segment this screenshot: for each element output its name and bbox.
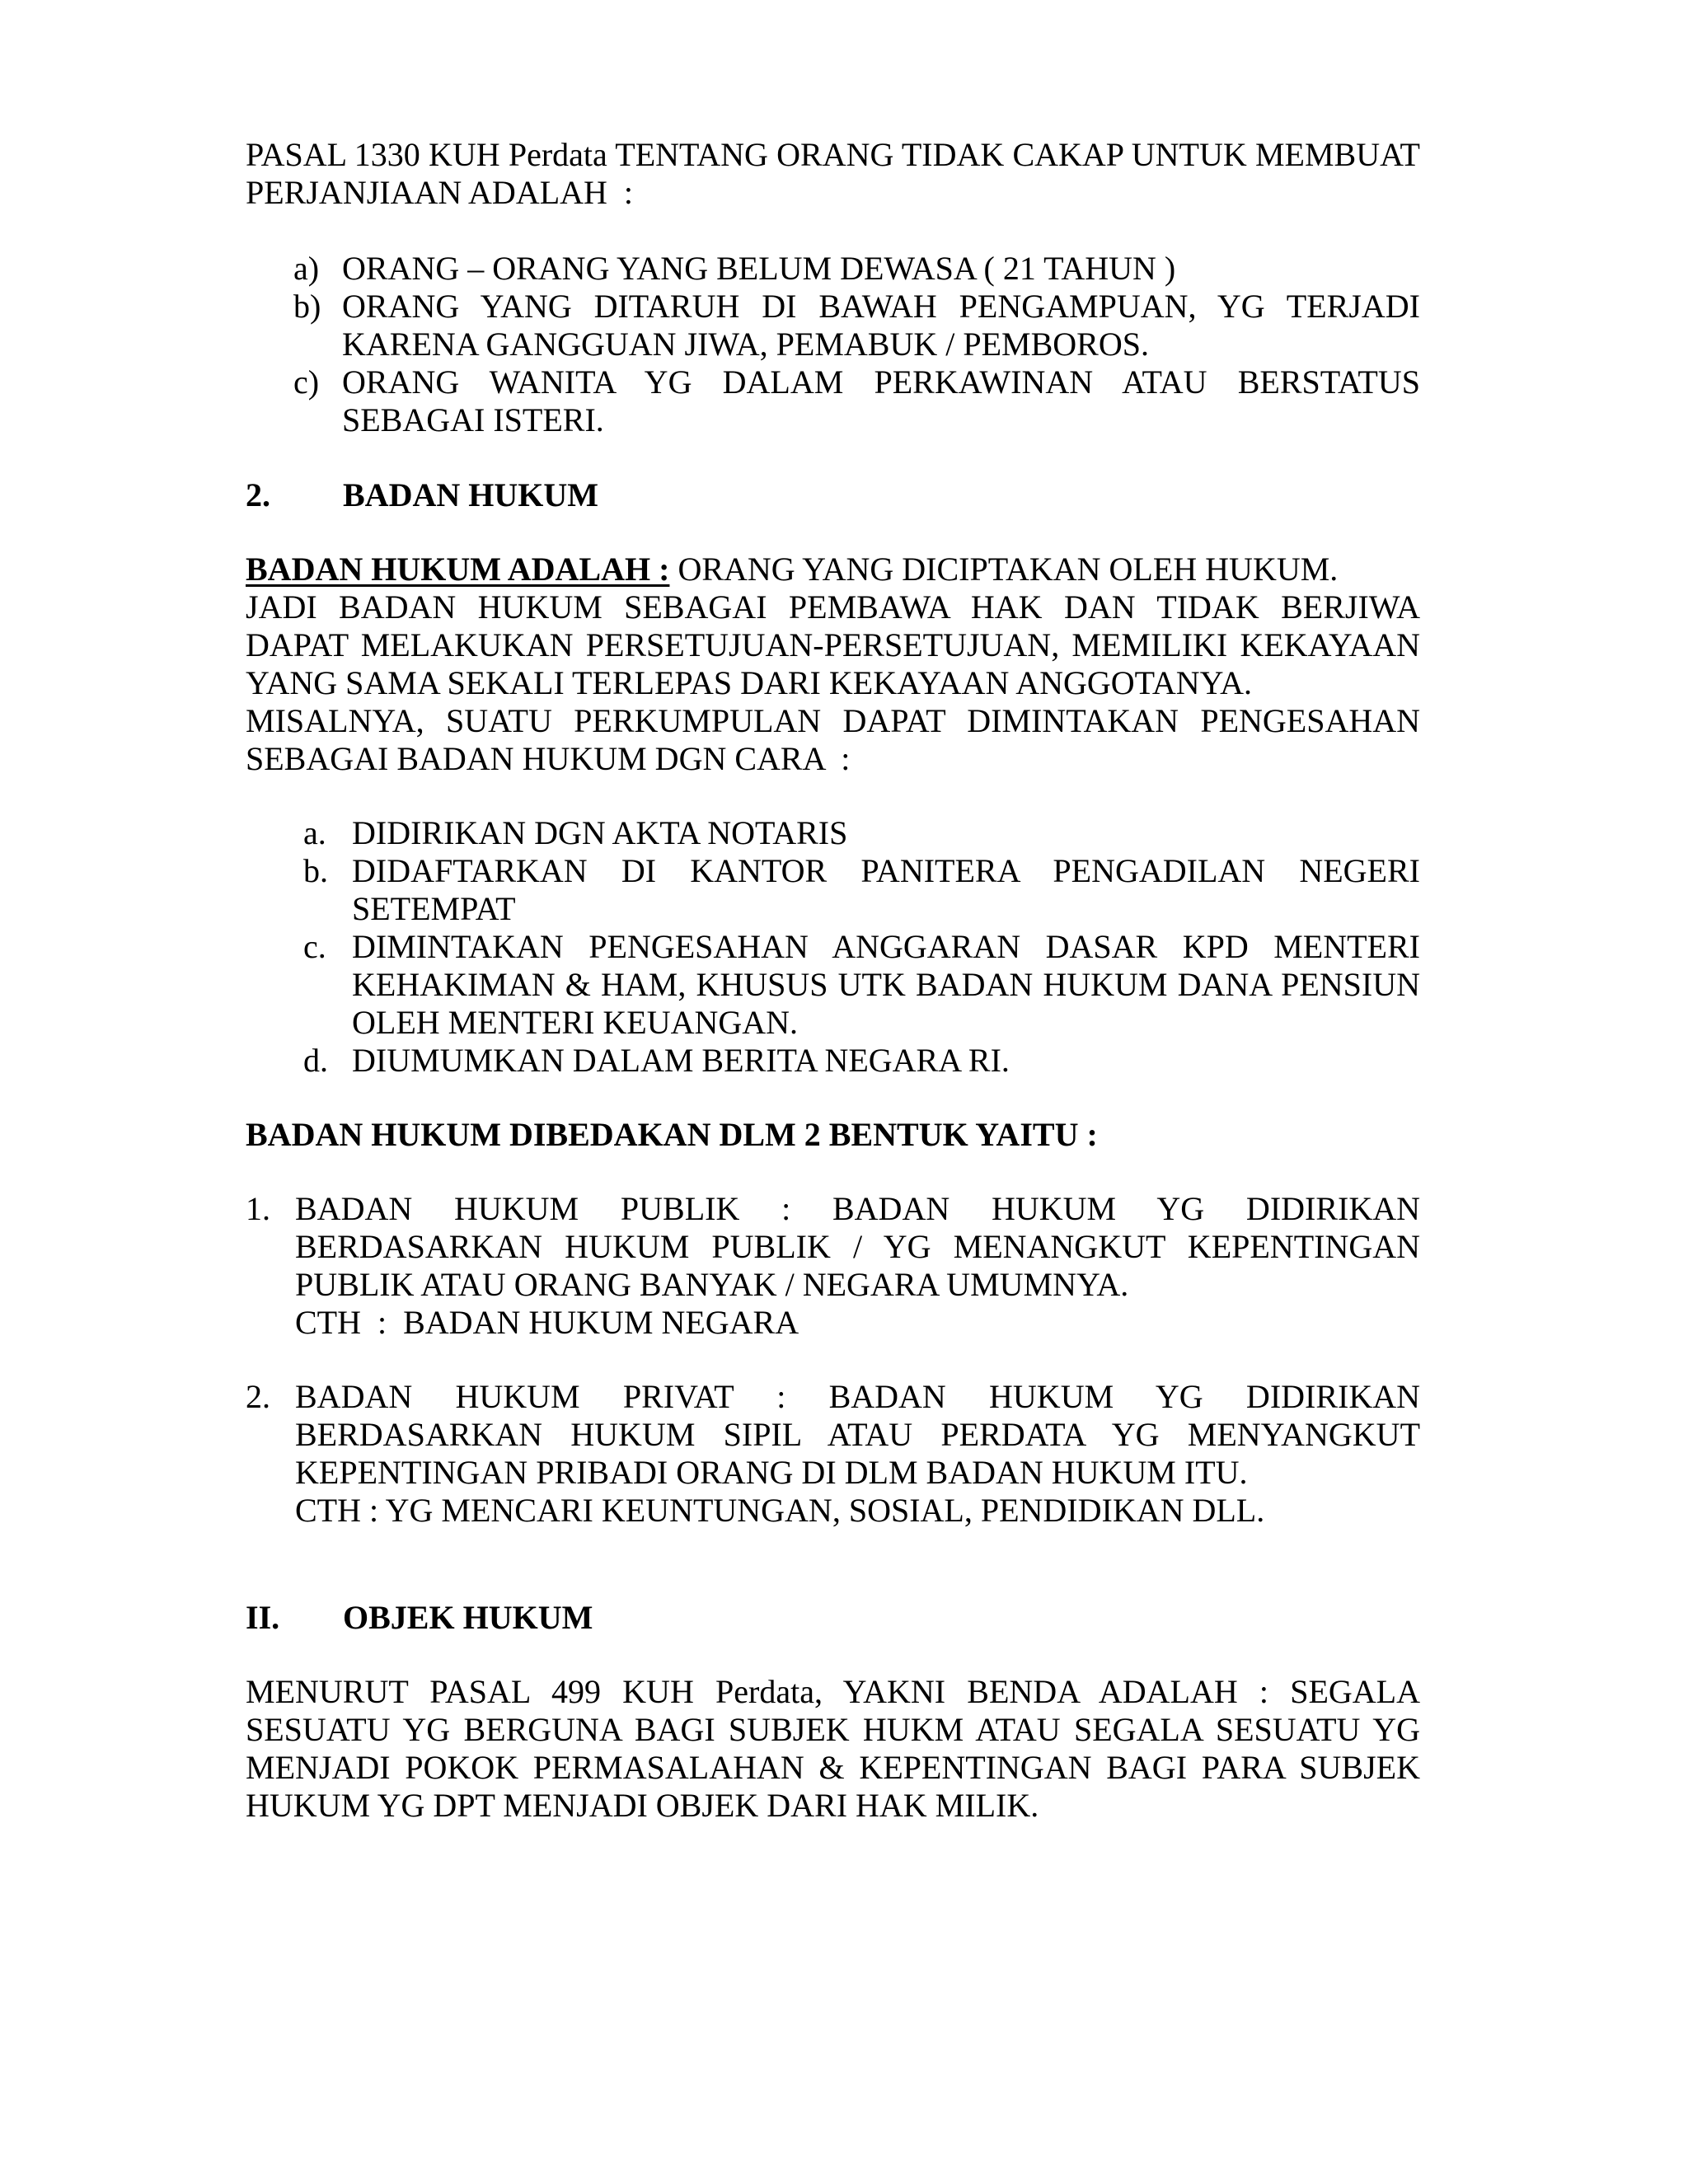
intro-line-2: PERJANJIAAN ADALAH : [246,174,634,211]
form-example: CTH : YG MENCARI KEUNTUNGAN, SOSIAL, PENDIDIKAN DLL. [295,1492,1265,1529]
definition-line: JADI BADAN HUKUM SEBAGAI PEMBAWA HAK DAN TIDAK BERJIWA [246,588,1420,626]
definition-text: ORANG YANG DICIPTAKAN OLEH HUKUM. [669,551,1339,588]
list-item-continued: SETEMPAT [352,890,516,927]
list-marker: b) [293,288,321,325]
list-marker: c) [293,363,320,401]
list-item: DIDAFTARKAN DI KANTOR PANITERA PENGADILAN NEGERI [352,852,1420,889]
list-item-continued: KEHAKIMAN & HAM, KHUSUS UTK BADAN HUKUM DANA PENSIUN [352,966,1420,1003]
intro-paragraph [246,136,1420,174]
list-marker: b. [303,852,328,889]
intro-paragraph-end [246,174,1420,212]
objek-line: HUKUM YG DPT MENJADI OBJEK DARI HAK MILIK. [246,1787,1039,1824]
definition-line: DAPAT MELAKUKAN PERSETUJUAN-PERSETUJUAN, MEMILIKI KEKAYAAN [246,626,1420,663]
list-item: ORANG – ORANG YANG BELUM DEWASA ( 21 TAHUN ) [342,250,1176,287]
list-marker: 1. [246,1190,270,1227]
list-item: DIDIRIKAN DGN AKTA NOTARIS [352,814,848,851]
objek-line: MENURUT PASAL 499 KUH Perdata, YAKNI BENDA ADALAH : SEGALA [246,1673,1420,1710]
form-example: CTH : BADAN HUKUM NEGARA [295,1304,799,1341]
section-number: 2. [246,476,270,513]
definition-line: YANG SAMA SEKALI TERLEPAS DARI KEKAYAAN ANGGOTANYA. [246,664,1252,701]
list-item: DIMINTAKAN PENGESAHAN ANGGARAN DASAR KPD MENTERI [352,928,1420,965]
objek-line: MENJADI POKOK PERMASALAHAN & KEPENTINGAN BAGI PARA SUBJEK [246,1749,1420,1786]
definition-first-line [246,551,1420,588]
objek-line: SESUATU YG BERGUNA BAGI SUBJEK HUKM ATAU SEGALA SESUATU YG [246,1711,1420,1748]
list-item: ORANG YANG DITARUH DI BAWAH PENGAMPUAN, YG TERJADI [342,288,1420,325]
section-title: BADAN HUKUM [343,476,598,513]
list-item-continued: SEBAGAI ISTERI. [342,401,604,438]
list-item: DIUMUMKAN DALAM BERITA NEGARA RI. [352,1042,1010,1079]
section-number: II. [246,1599,280,1636]
section-title: OBJEK HUKUM [343,1599,593,1636]
form-line: BERDASARKAN HUKUM SIPIL ATAU PERDATA YG MENYANGKUT [295,1416,1420,1453]
definition-line: SEBAGAI BADAN HUKUM DGN CARA : [246,740,851,777]
form-line: BADAN HUKUM PUBLIK : BADAN HUKUM YG DIDIRIKAN [295,1190,1420,1227]
intro-line-1: PASAL 1330 KUH Perdata TENTANG ORANG TIDAK CAKAP UNTUK MEMBUAT [246,136,1420,173]
definition-label: BADAN HUKUM ADALAH : [246,551,670,588]
form-line: KEPENTINGAN PRIBADI ORANG DI DLM BADAN HUKUM ITU. [295,1454,1248,1491]
definition-line: MISALNYA, SUATU PERKUMPULAN DAPAT DIMINTAKAN PENGESAHAN [246,702,1420,739]
list-item: ORANG WANITA YG DALAM PERKAWINAN ATAU BERSTATUS [342,363,1420,401]
form-line: PUBLIK ATAU ORANG BANYAK / NEGARA UMUMNYA. [295,1266,1129,1303]
list-marker: a. [303,814,326,851]
form-line: BADAN HUKUM PRIVAT : BADAN HUKUM YG DIDIRIKAN [295,1378,1420,1415]
form-line: BERDASARKAN HUKUM PUBLIK / YG MENANGKUT KEPENTINGAN [295,1228,1420,1265]
list-marker: c. [303,928,326,965]
forms-heading: BADAN HUKUM DIBEDAKAN DLM 2 BENTUK YAITU : [246,1116,1098,1153]
list-item-continued: KARENA GANGGUAN JIWA, PEMABUK / PEMBOROS. [342,326,1149,363]
list-marker: a) [293,250,320,287]
list-item-continued: OLEH MENTERI KEUANGAN. [352,1004,799,1041]
list-marker: d. [303,1042,328,1079]
list-marker: 2. [246,1378,270,1415]
